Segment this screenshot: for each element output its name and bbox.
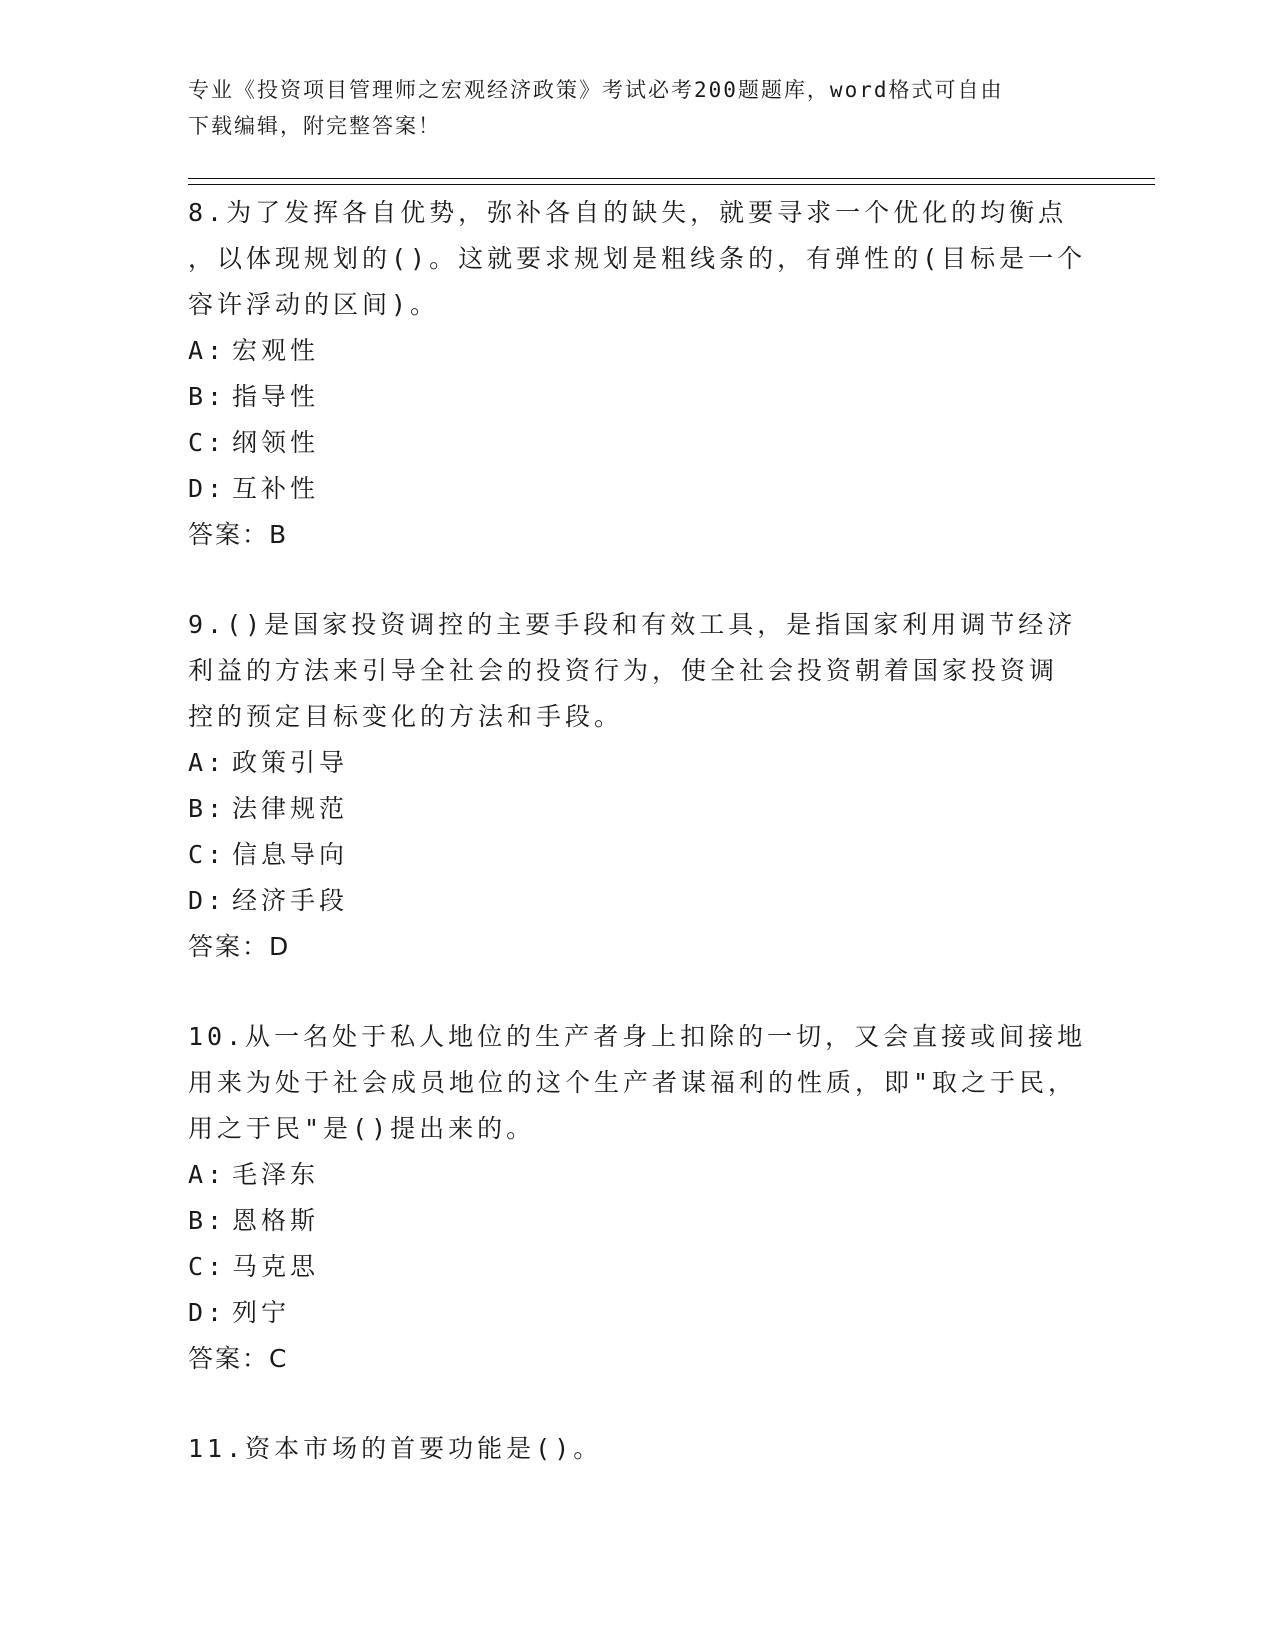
option-text: 指导性 xyxy=(232,382,320,411)
question-text-line: 用之于民"是()提出来的。 xyxy=(188,1114,536,1143)
option-letter: B: xyxy=(188,382,227,411)
option-b xyxy=(188,374,1088,420)
question-text-line: 容许浮动的区间)。 xyxy=(188,290,440,319)
option-b xyxy=(188,786,1088,832)
option-text: 经济手段 xyxy=(232,886,349,915)
header-divider-top xyxy=(188,178,1155,179)
option-letter: C: xyxy=(188,428,227,457)
option-d xyxy=(188,878,1088,924)
question-text-line: 控的预定目标变化的方法和手段。 xyxy=(188,702,624,731)
option-text: 宏观性 xyxy=(232,336,320,365)
option-letter: A: xyxy=(188,748,227,777)
option-text: 列宁 xyxy=(232,1298,291,1327)
document-header xyxy=(188,72,1068,144)
option-letter: C: xyxy=(188,840,227,869)
option-c xyxy=(188,1244,1088,1290)
option-text: 纲领性 xyxy=(232,428,320,457)
header-line-2: 下载编辑，附完整答案！ xyxy=(188,114,441,138)
question-text-line: 8.为了发挥各自优势，弥补各自的缺失，就要寻求一个优化的均衡点 xyxy=(188,198,1068,227)
option-a xyxy=(188,740,1088,786)
option-letter: A: xyxy=(188,336,227,365)
question-10 xyxy=(188,1014,1088,1382)
option-text: 毛泽东 xyxy=(232,1160,320,1189)
question-9 xyxy=(188,602,1088,970)
option-letter: C: xyxy=(188,1252,227,1281)
option-text: 恩格斯 xyxy=(232,1206,320,1235)
question-text-line: 利益的方法来引导全社会的投资行为，使全社会投资朝着国家投资调 xyxy=(188,656,1059,685)
question-text-line: 10.从一名处于私人地位的生产者身上扣除的一切，又会直接或间接地 xyxy=(188,1022,1087,1051)
answer-label: 答案：B xyxy=(188,520,289,549)
option-d xyxy=(188,1290,1088,1336)
question-text-line: ，以体现规划的()。这就要求规划是粗线条的，有弹性的(目标是一个 xyxy=(188,244,1087,273)
option-c xyxy=(188,832,1088,878)
question-text-line: 9.()是国家投资调控的主要手段和有效工具，是指国家利用调节经济 xyxy=(188,610,1077,639)
option-text: 互补性 xyxy=(232,474,320,503)
question-11 xyxy=(188,1426,1088,1472)
answer-label: 答案：C xyxy=(188,1344,289,1373)
option-c xyxy=(188,420,1088,466)
option-text: 马克思 xyxy=(232,1252,320,1281)
option-letter: D: xyxy=(188,1298,227,1327)
option-text: 信息导向 xyxy=(232,840,349,869)
option-text: 政策引导 xyxy=(232,748,349,777)
question-text-line: 用来为处于社会成员地位的这个生产者谋福利的性质，即"取之于民， xyxy=(188,1068,1078,1097)
option-a xyxy=(188,1152,1088,1198)
option-text: 法律规范 xyxy=(232,794,349,823)
option-letter: D: xyxy=(188,474,227,503)
question-text-line: 11.资本市场的首要功能是()。 xyxy=(188,1434,603,1463)
question-8 xyxy=(188,190,1088,558)
option-a xyxy=(188,328,1088,374)
option-letter: B: xyxy=(188,1206,227,1235)
option-b xyxy=(188,1198,1088,1244)
answer-label: 答案：D xyxy=(188,932,291,961)
option-letter: A: xyxy=(188,1160,227,1189)
header-line-1: 专业《投资项目管理师之宏观经济政策》考试必考200题题库，word格式可自由 xyxy=(188,78,1004,102)
option-d xyxy=(188,466,1088,512)
option-letter: D: xyxy=(188,886,227,915)
header-divider-bottom xyxy=(188,184,1155,185)
question-list xyxy=(188,190,1088,1516)
option-letter: B: xyxy=(188,794,227,823)
